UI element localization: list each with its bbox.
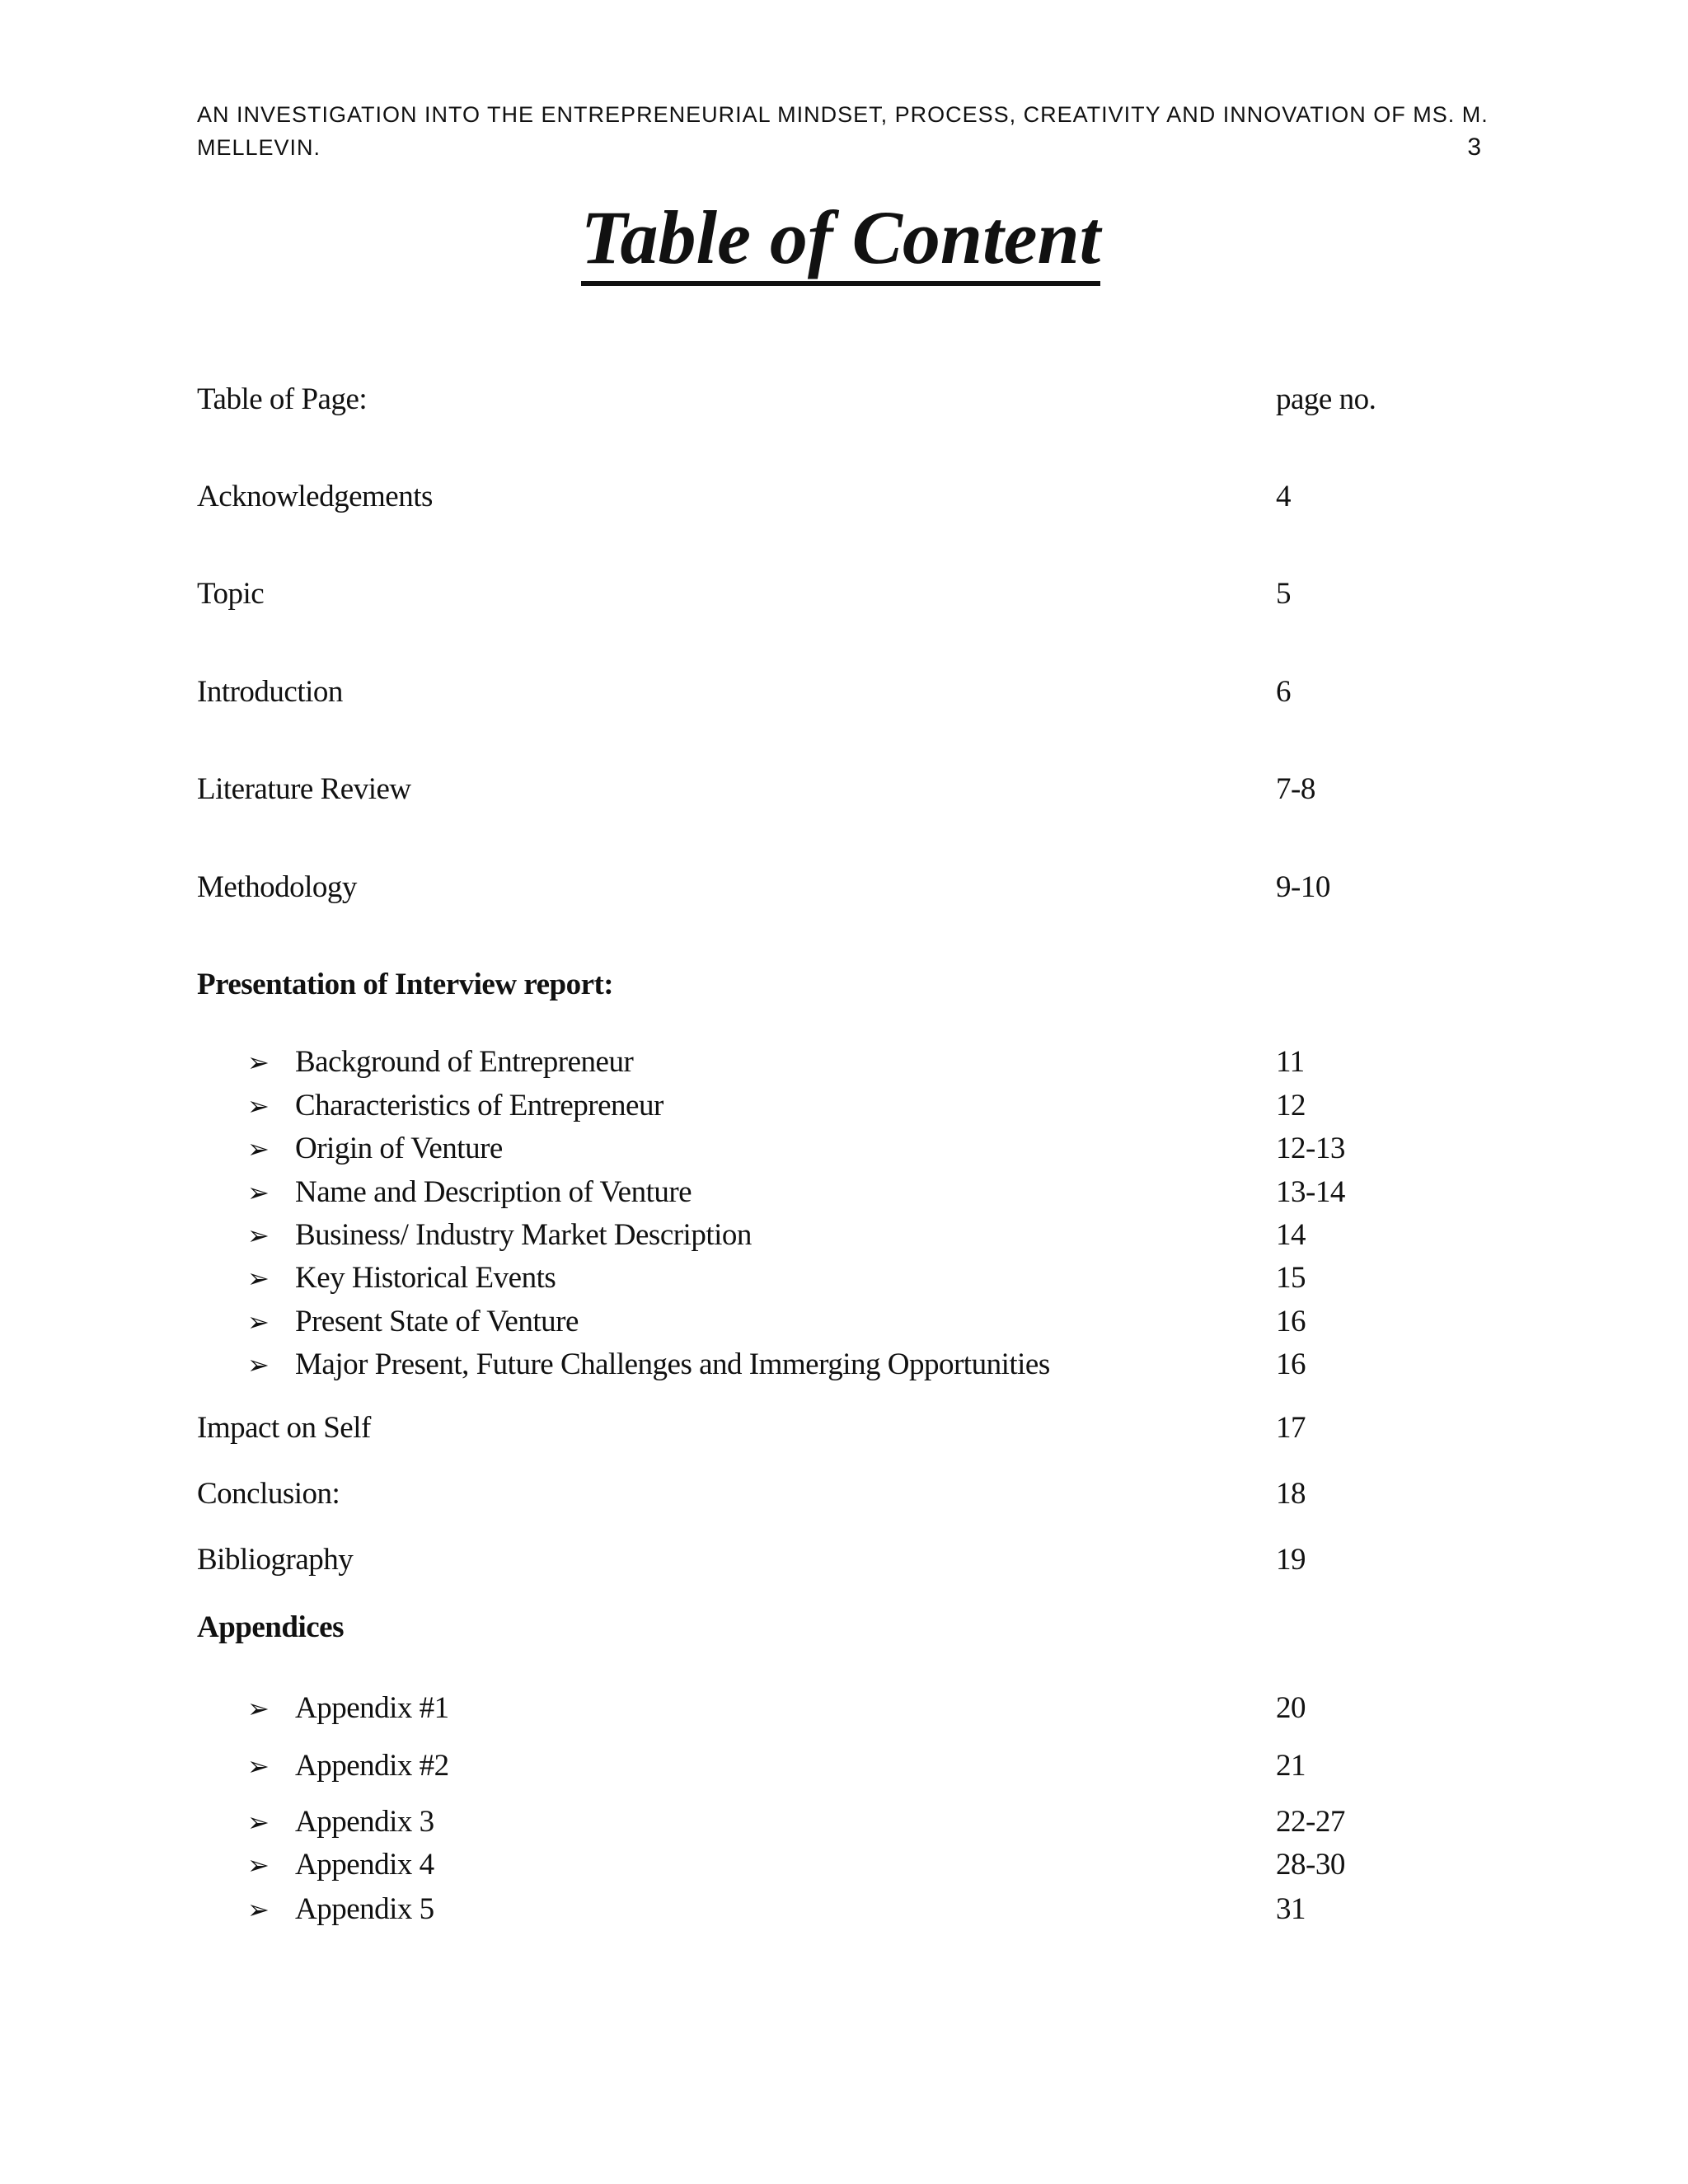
toc-entry-page: 19 <box>1276 1543 1306 1577</box>
toc-entry-label: Methodology <box>197 870 357 904</box>
arrow-bullet-icon: ➢ <box>247 1133 270 1165</box>
page-number: 3 <box>1467 134 1481 161</box>
toc-section-heading <box>0 964 1688 1005</box>
arrow-bullet-icon: ➢ <box>247 1849 270 1881</box>
arrow-bullet-icon: ➢ <box>247 1220 270 1251</box>
toc-sub-entry <box>0 1688 1688 1729</box>
toc-entry <box>0 1408 1688 1449</box>
toc-sub-entry-label: Appendix #2 <box>295 1749 449 1783</box>
page-title <box>0 196 1681 279</box>
toc-sub-entry-label: Appendix #1 <box>295 1691 449 1725</box>
toc-entry-page: 5 <box>1276 577 1291 611</box>
toc-entry <box>0 476 1688 518</box>
toc-section-heading <box>0 1607 1688 1648</box>
toc-section-heading-label: Appendices <box>197 1610 344 1644</box>
running-header-line-2: MELLEVIN. <box>197 135 321 160</box>
toc-entry <box>0 1474 1688 1515</box>
toc-sub-entry <box>0 1258 1688 1299</box>
toc-entry-page: 4 <box>1276 480 1291 513</box>
toc-sub-entry-label: Appendix 4 <box>295 1848 434 1882</box>
toc-sub-entry <box>0 1085 1688 1127</box>
toc-sub-entry-page: 11 <box>1276 1045 1305 1079</box>
toc-entry-page: 6 <box>1276 675 1291 709</box>
toc-entry-page: 9-10 <box>1276 870 1330 904</box>
toc-sub-entry-label: Origin of Venture <box>295 1132 503 1165</box>
toc-sub-entry-page: 22-27 <box>1276 1805 1345 1839</box>
arrow-bullet-icon: ➢ <box>247 1349 270 1380</box>
arrow-bullet-icon: ➢ <box>247 1807 270 1838</box>
toc-sub-entry-page: 21 <box>1276 1749 1306 1783</box>
toc-sub-entry-page: 12-13 <box>1276 1132 1345 1165</box>
toc-entry-page: 18 <box>1276 1477 1306 1511</box>
toc-sub-entry-page: 13-14 <box>1276 1175 1345 1209</box>
toc-sub-entry-label: Major Present, Future Challenges and Immerging Opportunities <box>295 1347 1050 1381</box>
toc-sub-entry-label: Name and Description of Venture <box>295 1175 692 1209</box>
arrow-bullet-icon: ➢ <box>247 1177 270 1208</box>
toc-column-header-page: page no. <box>1276 382 1376 416</box>
toc-sub-entry-label: Characteristics of Entrepreneur <box>295 1089 663 1122</box>
toc-entry-label: Conclusion: <box>197 1477 340 1511</box>
arrow-bullet-icon: ➢ <box>247 1090 270 1122</box>
toc-sub-entry-label: Key Historical Events <box>295 1261 556 1295</box>
toc-sub-entry-page: 20 <box>1276 1691 1306 1725</box>
toc-entry-label: Introduction <box>197 675 343 709</box>
running-header-line-1: AN INVESTIGATION INTO THE ENTREPRENEURIAL MINDSET, PROCESS, CREATIVITY AND INNOVATION OF MS. M. <box>197 102 1489 127</box>
page-title-text: Table of Content <box>581 195 1100 286</box>
toc-sub-entry <box>0 1042 1688 1083</box>
toc-sub-entry-label: Business/ Industry Market Description <box>295 1218 752 1252</box>
toc-sub-entry-page: 28-30 <box>1276 1848 1345 1882</box>
toc-sub-entry-label: Present State of Venture <box>295 1305 579 1338</box>
arrow-bullet-icon: ➢ <box>247 1306 270 1338</box>
arrow-bullet-icon: ➢ <box>247 1693 270 1724</box>
toc-entry <box>0 1540 1688 1581</box>
toc-sub-entry-label: Appendix 5 <box>295 1892 434 1926</box>
arrow-bullet-icon: ➢ <box>247 1047 270 1078</box>
toc-sub-entry <box>0 1844 1688 1886</box>
toc-sub-entry-page: 14 <box>1276 1218 1306 1252</box>
toc-entry-label: Bibliography <box>197 1543 354 1577</box>
toc-entry <box>0 574 1688 615</box>
toc-sub-entry <box>0 1128 1688 1169</box>
toc-sub-entry-page: 15 <box>1276 1261 1306 1295</box>
toc-sub-entry-page: 12 <box>1276 1089 1306 1122</box>
toc-sub-entry-page: 31 <box>1276 1892 1306 1926</box>
toc-entry-label: Literature Review <box>197 772 411 806</box>
toc-sub-entry-page: 16 <box>1276 1347 1306 1381</box>
arrow-bullet-icon: ➢ <box>247 1263 270 1294</box>
toc-entry-label: Acknowledgements <box>197 480 433 513</box>
toc-entry <box>0 672 1688 713</box>
toc-sub-entry <box>0 1301 1688 1343</box>
toc-entry-label: Topic <box>197 577 265 611</box>
toc-entry-page: 17 <box>1276 1411 1306 1445</box>
toc-column-header <box>0 379 1688 420</box>
arrow-bullet-icon: ➢ <box>247 1750 270 1782</box>
toc-entry <box>0 769 1688 810</box>
toc-sub-entry-page: 16 <box>1276 1305 1306 1338</box>
toc-sub-entry-label: Background of Entrepreneur <box>295 1045 634 1079</box>
toc-sub-entry <box>0 1889 1688 1930</box>
toc-column-header-label: Table of Page: <box>197 382 368 416</box>
toc-entry-label: Impact on Self <box>197 1411 371 1445</box>
toc-sub-entry <box>0 1172 1688 1213</box>
toc-sub-entry <box>0 1215 1688 1256</box>
toc-sub-entry-label: Appendix 3 <box>295 1805 434 1839</box>
toc-sub-entry <box>0 1344 1688 1385</box>
arrow-bullet-icon: ➢ <box>247 1894 270 1925</box>
toc-sub-entry <box>0 1802 1688 1843</box>
toc-entry <box>0 867 1688 908</box>
toc-entry-page: 7-8 <box>1276 772 1315 806</box>
toc-sub-entry <box>0 1746 1688 1787</box>
toc-section-heading-label: Presentation of Interview report: <box>197 968 614 1001</box>
